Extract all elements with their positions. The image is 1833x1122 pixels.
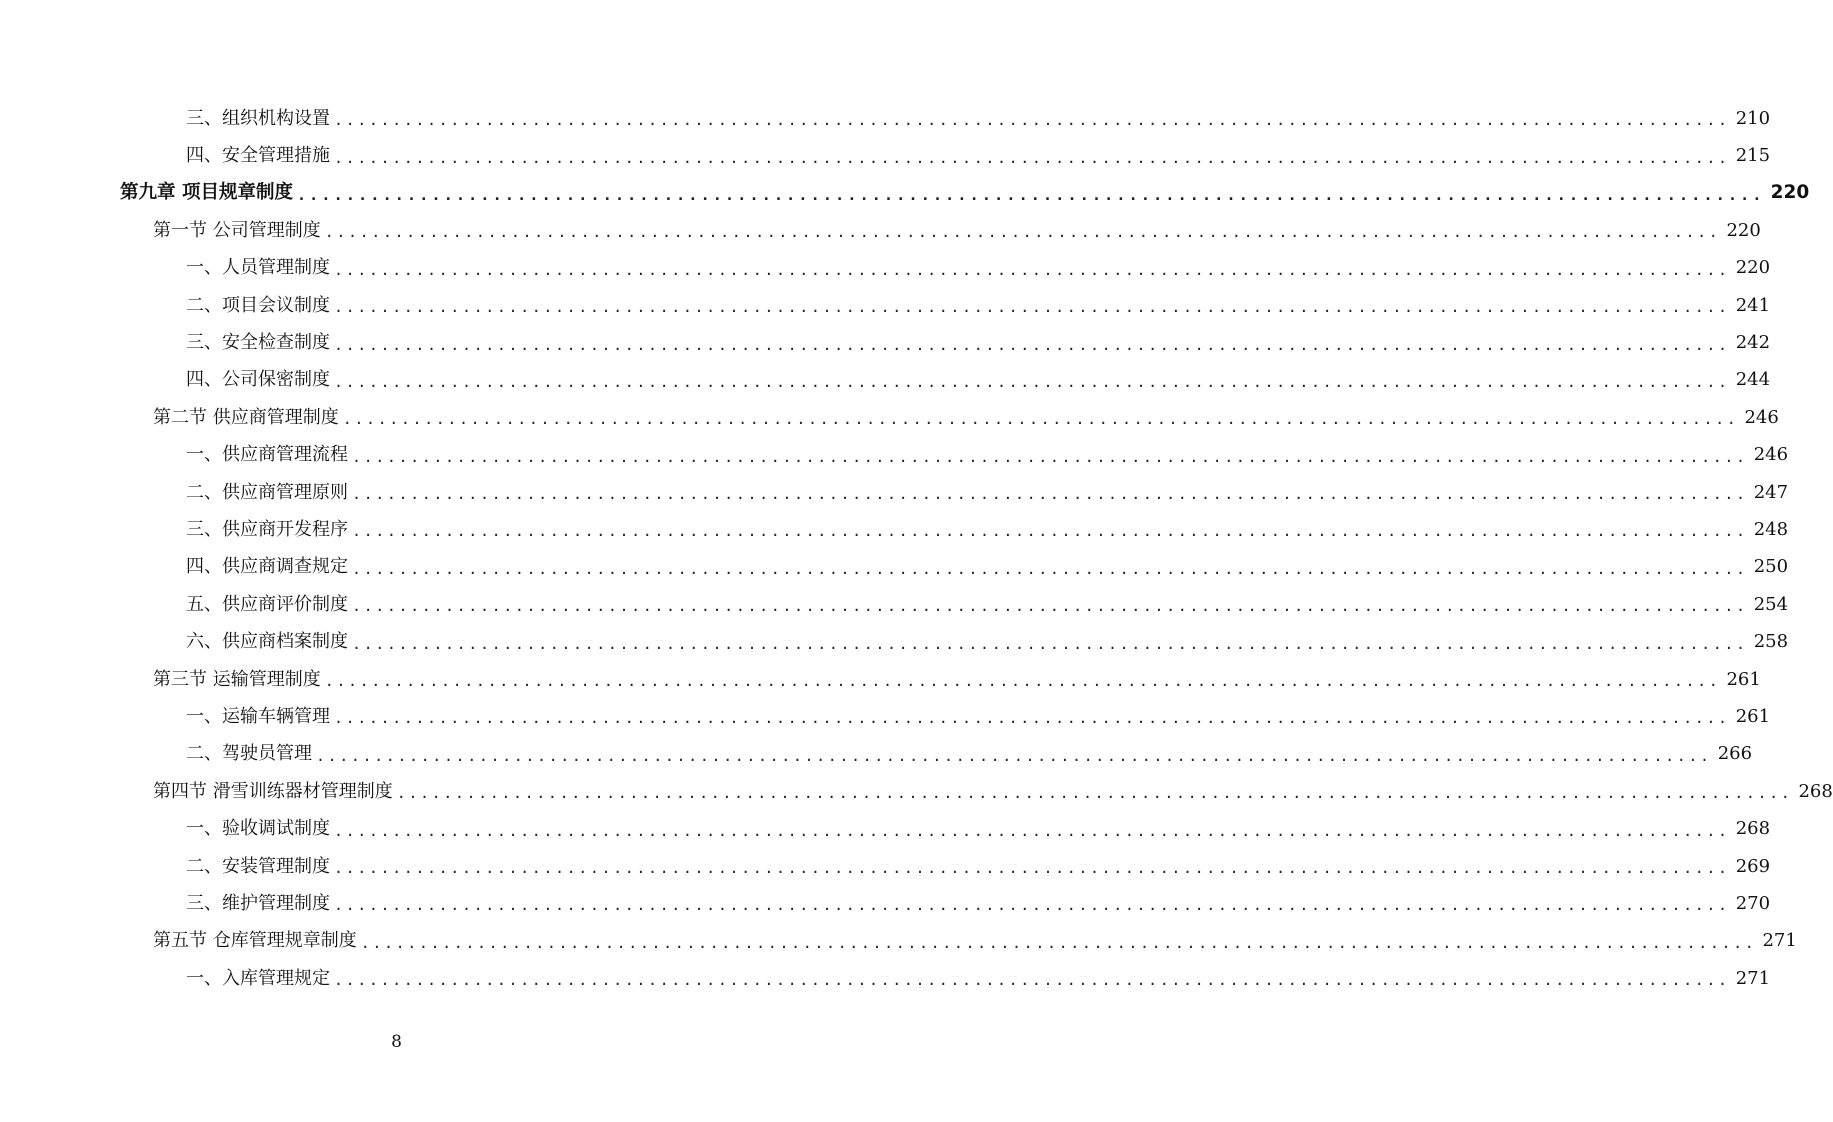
toc-dot-leader: ........................................................................................................................: [334, 821, 1730, 840]
toc-entry-page-number: 261: [1726, 668, 1761, 690]
toc-entry-page-number: 244: [1735, 369, 1771, 391]
toc-entry-page-number: 266: [1717, 743, 1753, 765]
toc-entry-page-number: 247: [1753, 481, 1789, 503]
toc-entry-page-number: 220: [1735, 257, 1771, 279]
toc-entry-title: 三、安全检查制度: [186, 332, 330, 354]
toc-entry-page-number: 242: [1735, 332, 1771, 354]
toc-entry-title: 二、项目会议制度: [186, 294, 330, 316]
toc-subsection-entry[interactable]: [0, 362, 1771, 399]
toc-dot-leader: ........................................................................................................................: [352, 634, 1748, 653]
toc-dot-leader: ........................................................................................................................: [352, 597, 1748, 616]
toc-subsection-entry[interactable]: [0, 437, 1789, 474]
toc-dot-leader: ........................................................................................................................: [334, 372, 1730, 391]
toc-subsection-entry[interactable]: [0, 623, 1789, 660]
toc-entry-title: 一、供应商管理流程: [186, 444, 348, 466]
toc-subsection-entry[interactable]: [0, 698, 1771, 735]
toc-entry-page-number: 241: [1735, 294, 1771, 316]
toc-dot-leader: ........................................................................................................................: [334, 896, 1730, 915]
toc-dot-leader: ........................................................................................................................: [334, 335, 1730, 354]
toc-dot-leader: ........................................................................................................................: [324, 223, 1721, 242]
toc-dot-leader: ........................................................................................................................: [352, 559, 1748, 578]
toc-entry-title: 第一节 公司管理制度: [153, 219, 321, 241]
toc-entry-page-number: 246: [1753, 444, 1789, 466]
toc-entry-title: 四、安全管理措施: [186, 145, 330, 167]
toc-entry-page-number: 254: [1753, 593, 1789, 615]
toc-entry-page-number: 268: [1735, 818, 1771, 840]
toc-entry-title: 六、供应商档案制度: [186, 631, 348, 653]
toc-entry-title: 第二节 供应商管理制度: [153, 406, 339, 428]
toc-dot-leader: ........................................................................................................................: [396, 784, 1793, 803]
toc-subsection-entry[interactable]: [0, 885, 1771, 922]
toc-entry-page-number: 215: [1735, 145, 1771, 167]
toc-subsection-entry[interactable]: [0, 100, 1771, 137]
toc-dot-leader: ........................................................................................................................: [352, 485, 1748, 504]
toc-subsection-entry[interactable]: [0, 736, 1753, 773]
toc-subsection-entry[interactable]: [0, 250, 1771, 287]
toc-entry-title: 三、维护管理制度: [186, 892, 330, 914]
toc-dot-leader: ........................................................................................................................: [352, 522, 1748, 541]
toc-chapter-entry[interactable]: [0, 175, 1810, 212]
toc-subsection-entry[interactable]: [0, 586, 1789, 623]
toc-dot-leader: ........................................................................................................................: [324, 672, 1721, 691]
toc-dot-leader: ........................................................................................................................: [334, 298, 1730, 317]
toc-entry-page-number: 220: [1726, 219, 1761, 241]
toc-entry-title: 三、组织机构设置: [186, 107, 330, 129]
toc-entry-title: 一、人员管理制度: [186, 257, 330, 279]
toc-dot-leader: ........................................................................................................................: [316, 746, 1712, 765]
toc-entry-title: 第五节 仓库管理规章制度: [153, 930, 357, 952]
toc-subsection-entry[interactable]: [0, 324, 1771, 361]
toc-dot-leader: ........................................................................................................................: [334, 971, 1730, 990]
toc-section-entry[interactable]: [0, 773, 1833, 810]
toc-subsection-entry[interactable]: [0, 810, 1771, 847]
toc-entry-page-number: 270: [1735, 892, 1771, 914]
toc-entry-title: 五、供应商评价制度: [186, 593, 348, 615]
toc-subsection-entry[interactable]: [0, 287, 1771, 324]
toc-entry-page-number: 248: [1753, 518, 1789, 540]
toc-section-entry[interactable]: [0, 661, 1761, 698]
toc-entry-title: 第四节 滑雪训练器材管理制度: [153, 780, 393, 802]
toc-dot-leader: ........................................................................................................................: [334, 111, 1730, 130]
toc-dot-leader: ........................................................................................................................: [334, 260, 1730, 279]
toc-entry-title: 二、安装管理制度: [186, 855, 330, 877]
toc-entry-page-number: 220: [1770, 182, 1810, 204]
toc-dot-leader: ........................................................................................................................: [360, 933, 1757, 952]
toc-entry-page-number: 250: [1753, 556, 1789, 578]
toc-entry-page-number: 269: [1735, 855, 1771, 877]
toc-entry-title: 一、运输车辆管理: [186, 705, 330, 727]
toc-subsection-entry[interactable]: [0, 511, 1789, 548]
toc-subsection-entry[interactable]: [0, 474, 1789, 511]
toc-subsection-entry[interactable]: [0, 549, 1789, 586]
toc-subsection-entry[interactable]: [0, 960, 1771, 997]
toc-entry-title: 一、入库管理规定: [186, 967, 330, 989]
toc-entry-page-number: 271: [1735, 967, 1771, 989]
toc-subsection-entry[interactable]: [0, 137, 1771, 174]
toc-entry-title: 第三节 运输管理制度: [153, 668, 321, 690]
table-of-contents: [0, 100, 1833, 997]
toc-entry-page-number: 261: [1735, 705, 1771, 727]
toc-dot-leader: ........................................................................................................................: [342, 410, 1739, 429]
toc-section-entry[interactable]: [0, 212, 1761, 249]
toc-entry-title: 第九章 项目规章制度: [120, 182, 293, 204]
toc-dot-leader: ........................................................................................................................: [334, 709, 1730, 728]
toc-section-entry[interactable]: [0, 923, 1797, 960]
toc-entry-page-number: 271: [1762, 930, 1797, 952]
toc-dot-leader: ........................................................................................................................: [334, 859, 1730, 877]
toc-dot-leader: ........................................................................................................................: [296, 185, 1765, 204]
toc-dot-leader: ........................................................................................................................: [352, 447, 1748, 466]
toc-entry-page-number: 246: [1744, 406, 1779, 428]
toc-section-entry[interactable]: [0, 399, 1779, 436]
toc-entry-title: 一、验收调试制度: [186, 818, 330, 840]
toc-entry-page-number: 210: [1735, 107, 1771, 129]
toc-entry-title: 四、供应商调查规定: [186, 556, 348, 578]
toc-entry-title: 三、供应商开发程序: [186, 518, 348, 540]
toc-entry-title: 二、供应商管理原则: [186, 481, 348, 503]
toc-dot-leader: ........................................................................................................................: [334, 148, 1730, 167]
toc-entry-page-number: 258: [1753, 631, 1789, 653]
toc-entry-title: 四、公司保密制度: [186, 369, 330, 391]
page-number: 8: [391, 1032, 402, 1052]
toc-entry-page-number: 268: [1798, 780, 1833, 802]
toc-subsection-entry[interactable]: [0, 848, 1771, 885]
toc-entry-title: 二、驾驶员管理: [186, 743, 312, 765]
